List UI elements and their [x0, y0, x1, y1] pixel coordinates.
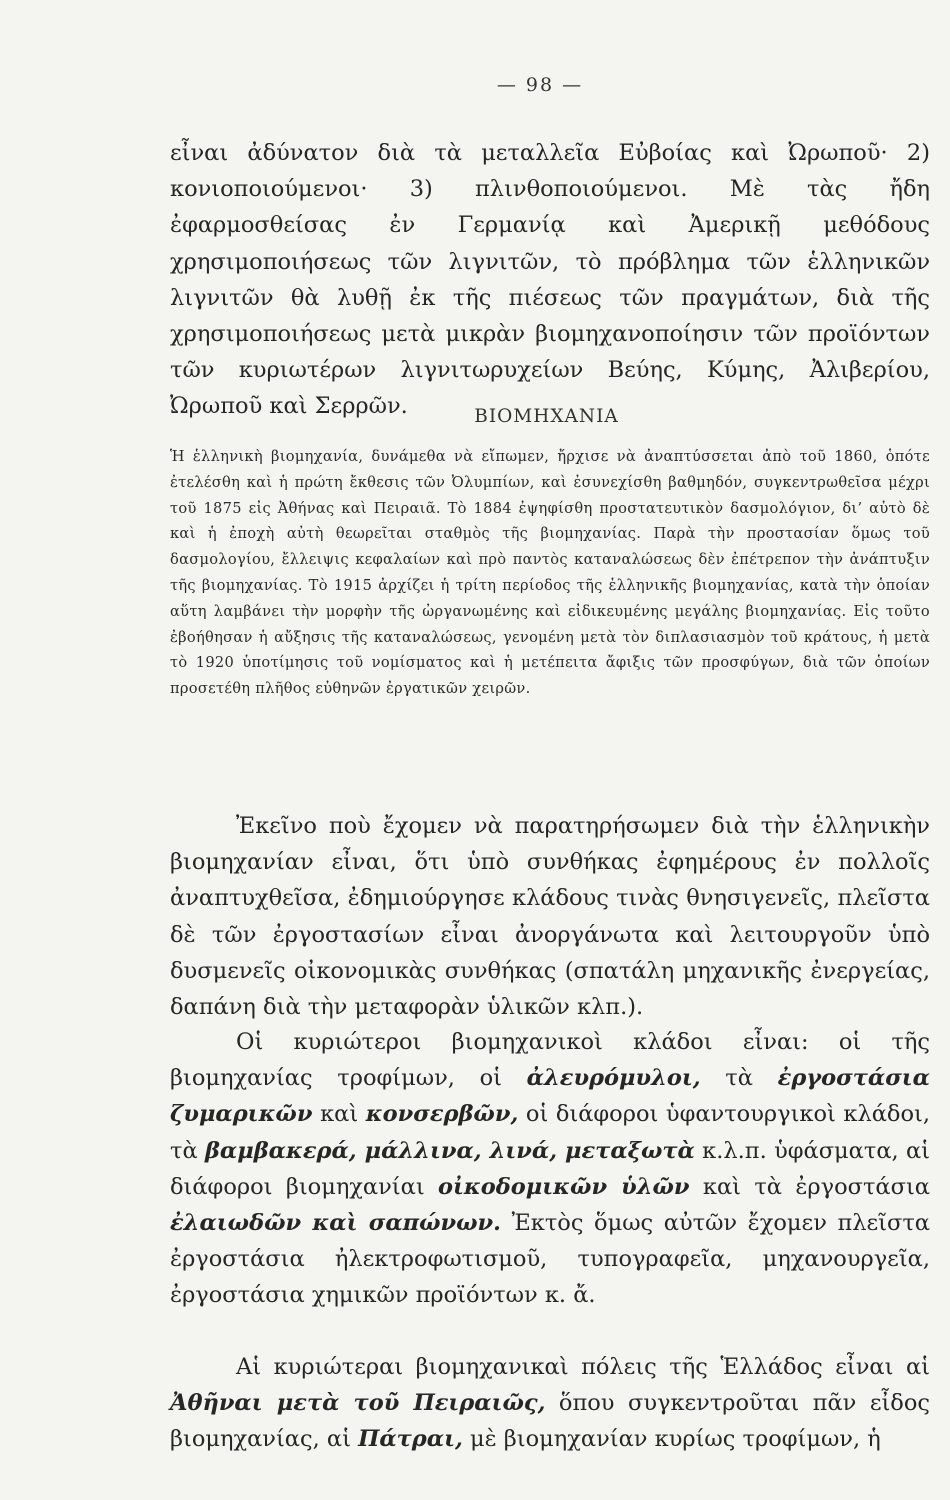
emphasis-run: ἐλαιωδῶν καὶ σαπώνων. — [170, 1210, 502, 1237]
text-run: τὰ — [700, 1065, 778, 1092]
text-run: οἱ διάφοροι ὑφαντουργικοὶ κλάδοι, τὰ — [170, 1101, 930, 1164]
emphasis-run: Ἀθῆναι μετὰ τοῦ Πειραιῶς, — [170, 1390, 546, 1417]
paragraph-industry-remarks-text: Ἐκεῖνο ποὺ ἔχομεν νὰ παρατηρήσωμεν διὰ τὴν ἑλληνικὴν βιομηχανίαν εἶναι, ὅτι ὑπὸ συνθήκας ἐφημέρους ἐν πολλοῖς ἀναπτυχθεῖσα, ἐδημιούργησε κλάδους τινὰς θνησιγενεῖς, πλεῖστα δὲ τῶν ἐργοστασίων εἶναι ἀνοργάνωτα καὶ λειτουργοῦν ὑπὸ δυσμενεῖς οἰκονομικὰς συνθήκας (σπατάλη μηχανικῆς ἐνεργείας, δαπάνη διὰ τὴν μεταφορὰν ὑλικῶν κλπ.). — [170, 813, 930, 1021]
paragraph-industry-remarks — [170, 808, 930, 1025]
emphasis-run: κονσερβῶν, — [365, 1101, 519, 1128]
paragraph-industry-branches — [170, 1024, 930, 1314]
paragraph-industry-branches-text — [170, 1024, 930, 1314]
page-number: — 98 — — [496, 74, 584, 96]
paragraph-lignite — [170, 135, 930, 425]
text-run: μὲ βιομηχανίαν κυρίως τροφίμων, ἡ — [462, 1426, 881, 1453]
emphasis-run: οἰκοδομικῶν ὑλῶν — [438, 1173, 690, 1200]
paragraph-lignite-text: εἶναι ἀδύνατον διὰ τὰ μεταλλεῖα Εὐβοίας καὶ Ὠρωποῦ· 2) κονιοποιούμενοι· 3) πλινθοποιούμενοι. Μὲ τὰς ἤδη ἐφαρμοσθείσας ἐν Γερμανίᾳ καὶ Ἀμερικῇ μεθόδους χρησιμοποιήσεως τῶν λιγνιτῶν, τὸ πρόβλημα τῶν ἑλληνικῶν λιγνιτῶν θὰ λυθῇ ἐκ τῆς πιέσεως τῶν πραγμάτων, διὰ τῆς χρησιμοποιήσεως μετὰ μικρὰν βιομηχανοποίησιν τῶν προϊόντων τῶν κυριωτέρων λιγνιτωρυχείων Βεύης, Κύμης, Ἀλιβερίου, Ὠρωποῦ καὶ Σερρῶν. — [170, 140, 930, 420]
paragraph-industry-history — [170, 444, 930, 702]
text-run: καὶ τὰ ἐργοστάσια — [689, 1173, 931, 1200]
text-run: Ἐκτὸς ὅμως αὐτῶν ἔχομεν πλεῖστα ἐργοστάσια ἠλεκτροφωτισμοῦ, τυπογραφεῖα, μηχανουργεῖα, ἐργοστάσια χημικῶν προϊόντων κ. ἄ. — [170, 1210, 931, 1309]
emphasis-run: ἀλευρόμυλοι, — [526, 1065, 701, 1092]
emphasis-run: ἐργοστάσια ζυμαρικῶν — [170, 1065, 930, 1128]
text-run: Αἱ κυριώτεραι βιομηχανικαὶ πόλεις τῆς Ἑλλάδος εἶναι αἱ — [236, 1354, 930, 1380]
emphasis-run: Πάτραι, — [358, 1426, 463, 1453]
text-run: Οἱ κυριώτεροι βιομηχανικοὶ κλάδοι εἶναι: οἱ τῆς βιομηχανίας τροφίμων, οἱ — [170, 1029, 930, 1092]
emphasis-run: βαμβακερά, μάλλινα, λινά, μεταξωτὰ — [204, 1137, 695, 1164]
paragraph-industrial-cities — [170, 1349, 930, 1458]
paragraph-industrial-cities-text — [170, 1349, 930, 1458]
text-run: ὅπου συγκεντροῦται πᾶν εἶδος βιομηχανίας, αἱ — [170, 1390, 930, 1453]
text-run: κ.λ.π. ὑφάσματα, αἱ διάφοροι βιομηχανίαι — [170, 1137, 931, 1200]
text-run: καὶ — [312, 1101, 366, 1128]
paragraph-industry-history-text: Ἡ ἑλληνικὴ βιομηχανία, δυνάμεθα νὰ εἴπωμεν, ἤρχισε νὰ ἀναπτύσσεται ἀπὸ τοῦ 1860, ὁπότε ἐτελέσθη καὶ ἡ πρώτη ἔκθεσις τῶν Ὀλυμπίων, καὶ ἐσυνεχίσθη βαθμηδόν, συγκεντρωθεῖσα μέχρι τοῦ 1875 εἰς Ἀθήνας καὶ Πειραιᾶ. Τὸ 1884 ἐψηφίσθη προστατευτικὸν δασμολόγιον, δι’ αὐτὸ δὲ καὶ ἡ ἐποχὴ αὐτὴ θεωρεῖται σταθμὸς τῆς βιομηχανίας. Παρὰ τὴν προστασίαν ὅμως τοῦ δασμολογίου, ἔλλειψις κεφαλαίων καὶ πρὸ παντὸς καταναλώσεως δὲν ἐπέτρεπον τὴν ἀνάπτυξιν τῆς βιομηχανίας. Τὸ 1915 ἀρχίζει ἡ τρίτη περίοδος τῆς ἑλληνικῆς βιομηχανίας, κατὰ τὴν ὁποίαν αὕτη λαμβάνει τὴν μορφὴν τῆς ὠργανωμένης καὶ εἰδικευμένης μεγάλης βιομηχανίας. Εἰς τοῦτο ἐβοήθησαν ἡ αὔξησις τῆς καταναλώσεως, γενομένη μετὰ τὸν διπλασιασμὸν τοῦ κράτους, ἡ μετὰ τὸ 1920 ὑποτίμησις τοῦ νομίσματος καὶ ἡ μετέπειτα ἄφιξις τῶν προσφύγων, διὰ τῶν ὁποίων προσετέθη πλῆθος εὐθηνῶν ἐργατικῶν χειρῶν. — [170, 448, 930, 698]
section-heading: ΒΙΟΜΗΧΑΝΙΑ — [474, 406, 619, 427]
